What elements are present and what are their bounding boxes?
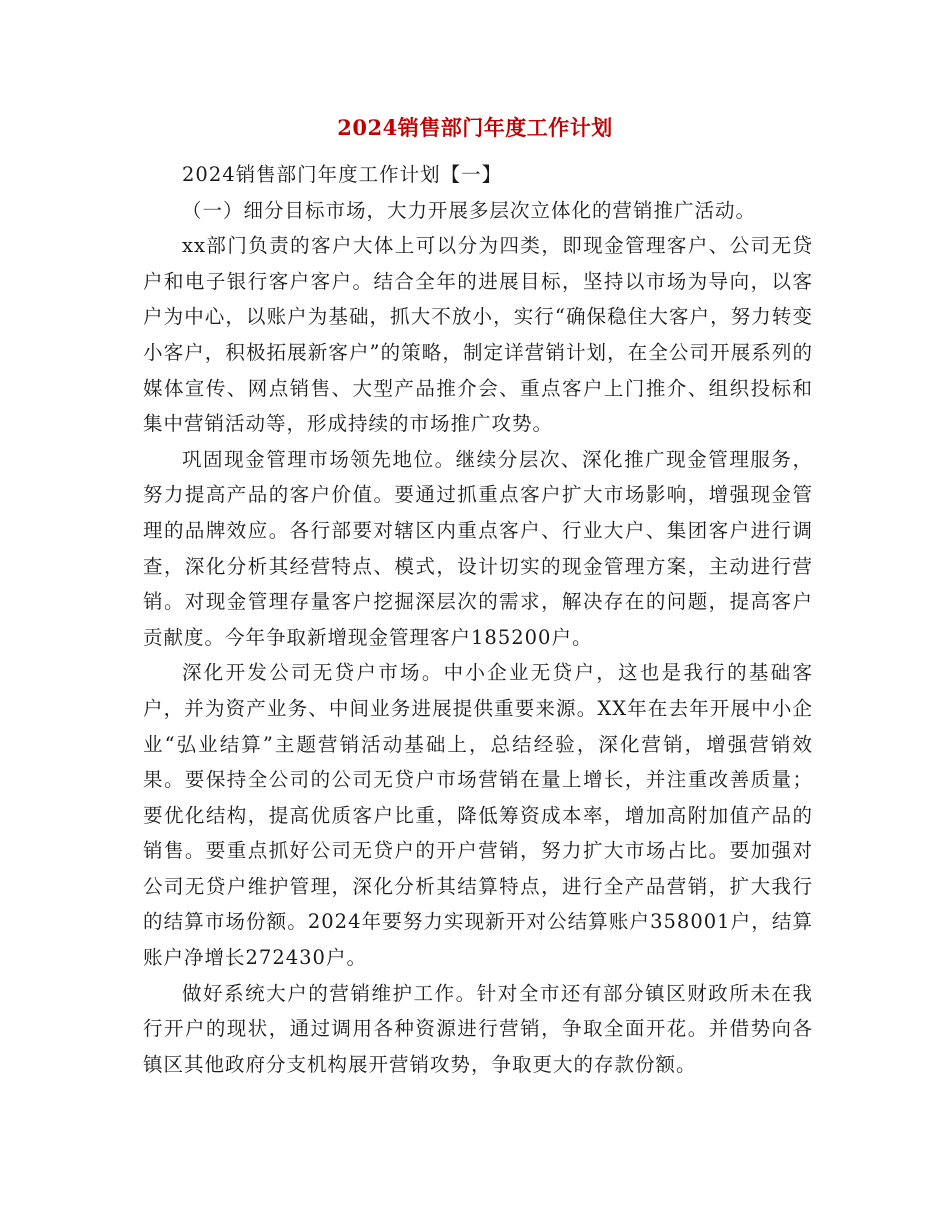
document-title: 2024销售部门年度工作计划 xyxy=(337,115,613,140)
paragraph-cash-management: 巩固现金管理市场领先地位。继续分层次、深化推广现金管理服务，努力提高产品的客户价值。要通过抓重点客户扩大市场影响，增强现金管理的品牌效应。各行部要对辖区内重点客户、行业大户、集团客户进行调查，深化分析其经营特点、模式，设计切实的现金管理方案，主动进行营销。对现金管理存量客户挖掘深层次的需求，解决存在的问题，提高客户贡献度。今年争取新增现金管理客户185200户。 xyxy=(143,447,813,649)
paragraph-subheading: （一）细分目标市场，大力开展多层次立体化的营销推广活动。 xyxy=(182,198,757,222)
paragraph-customers: xx部门负责的客户大体上可以分为四类，即现金管理客户、公司无贷户和电子银行客户客户。结合全年的进展目标，坚持以市场为导向，以客户为中心，以账户为基础，抓大不放小，实行“确保稳住大客户，努力转变小客户，积极拓展新客户”的策略，制定详营销计划，在全公司开展系列的媒体宣传、网点销售、大型产品推介会、重点客户上门推介、组织投标和集中营销活动等，形成持续的市场推广攻势。 xyxy=(143,234,813,436)
paragraph-system-clients: 做好系统大户的营销维护工作。针对全市还有部分镇区财政所未在我行开户的现状，通过调用各种资源进行营销，争取全面开花。并借势向各镇区其他政府分支机构展开营销攻势，争取更大的存款份额。 xyxy=(143,981,813,1076)
document-body xyxy=(143,157,813,1082)
section-heading: 2024销售部门年度工作计划【一】 xyxy=(182,163,503,186)
paragraph-no-loan-market: 深化开发公司无贷户市场。中小企业无贷户，这也是我行的基础客户，并为资产业务、中间业务进展提供重要来源。XX年在去年开展中小企业“弘业结算”主题营销活动基础上，总结经验，深化营销，增强营销效果。要保持全公司的公司无贷户市场营销在量上增长，并注重改善质量；要优化结构，提高优质客户比重，降低筹资成本率，增加高附加值产品的销售。要重点抓好公司无贷户的开户营销，努力扩大市场占比。要加强对公司无贷户维护管理，深化分析其结算特点，进行全产品营销，扩大我行的结算市场份额。2024年要努力实现新开对公结算账户358001户，结算账户净增长272430户。 xyxy=(143,661,813,970)
